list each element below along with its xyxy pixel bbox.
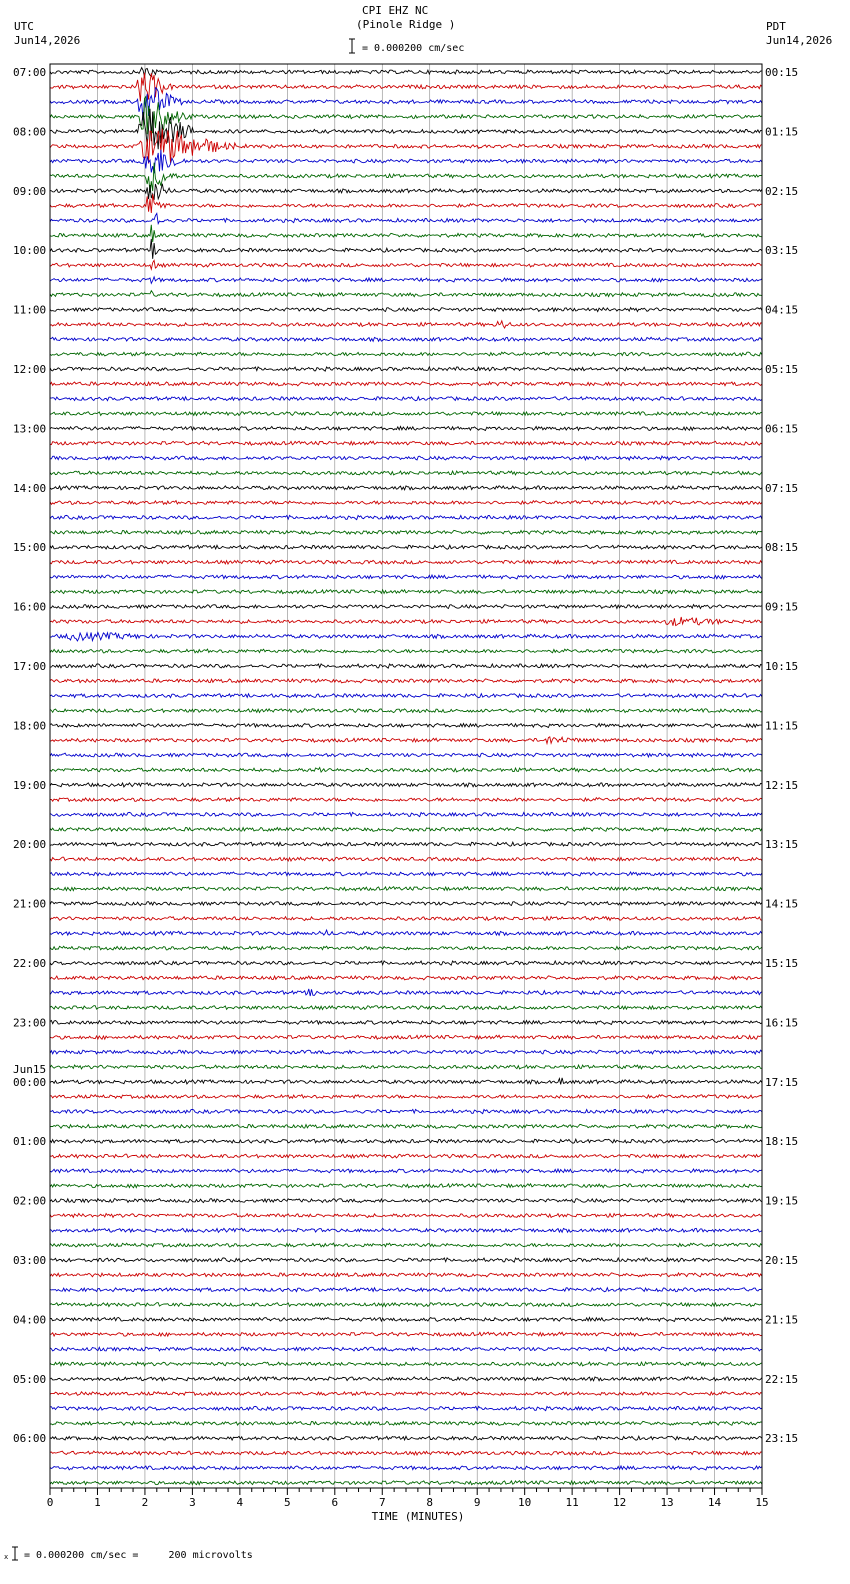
utc-hour-label: 12:00 bbox=[13, 363, 47, 376]
seismic-trace bbox=[50, 1318, 762, 1322]
seismic-trace bbox=[50, 412, 762, 416]
trace-group bbox=[50, 68, 762, 1485]
station-location: (Pinole Ridge ) bbox=[356, 18, 456, 31]
pdt-hour-label: 20:15 bbox=[765, 1254, 799, 1267]
x-tick-label: 7 bbox=[378, 1496, 386, 1509]
seismic-trace bbox=[50, 617, 762, 626]
date-change-label: Jun15 bbox=[13, 1062, 47, 1076]
footer-scale-icon bbox=[4, 1545, 20, 1561]
utc-hour-label: 22:00 bbox=[13, 957, 47, 970]
seismic-trace bbox=[50, 367, 762, 371]
x-tick-label: 3 bbox=[189, 1496, 196, 1509]
seismic-trace bbox=[50, 946, 762, 950]
seismic-trace bbox=[50, 1035, 762, 1039]
seismic-trace bbox=[50, 321, 762, 328]
pdt-hour-label: 06:15 bbox=[765, 422, 799, 436]
pdt-hour-label: 21:15 bbox=[765, 1313, 799, 1327]
seismic-trace bbox=[50, 184, 762, 200]
seismic-trace bbox=[50, 441, 762, 445]
pdt-hour-label: 17:15 bbox=[765, 1075, 799, 1089]
pdt-hour-label: 05:15 bbox=[765, 363, 799, 376]
seismic-trace bbox=[50, 291, 762, 297]
utc-hour-label: 06:00 bbox=[13, 1432, 47, 1446]
utc-hour-label: 00:00 bbox=[13, 1075, 47, 1089]
seismic-trace bbox=[50, 1332, 762, 1336]
seismic-trace bbox=[50, 664, 762, 668]
seismic-trace bbox=[50, 798, 762, 802]
footer-scale-text: = 0.000200 cm/sec = 200 microvolts bbox=[24, 1550, 253, 1561]
seismic-trace bbox=[50, 1406, 762, 1410]
seismic-trace bbox=[50, 768, 762, 773]
left-timezone: UTC bbox=[14, 20, 34, 33]
seismic-trace bbox=[50, 1377, 762, 1381]
x-tick-label: 0 bbox=[46, 1496, 54, 1509]
seismic-trace bbox=[50, 605, 762, 609]
seismic-trace bbox=[50, 753, 762, 757]
x-tick-label: 10 bbox=[518, 1496, 532, 1509]
seismic-trace bbox=[50, 397, 762, 401]
seismic-trace bbox=[50, 73, 762, 102]
pdt-hour-label: 13:15 bbox=[765, 838, 799, 852]
seismic-trace bbox=[50, 1050, 762, 1054]
seismic-trace bbox=[50, 260, 762, 269]
seismic-trace bbox=[50, 1481, 762, 1485]
seismic-trace bbox=[50, 545, 762, 549]
utc-hour-label: 05:00 bbox=[13, 1372, 47, 1386]
seismic-trace bbox=[50, 1154, 762, 1158]
seismic-trace bbox=[50, 1184, 762, 1188]
seismic-trace bbox=[50, 649, 762, 653]
seismic-trace bbox=[50, 812, 762, 816]
seismic-trace bbox=[50, 225, 762, 242]
seismic-trace bbox=[50, 961, 762, 965]
seismic-trace bbox=[50, 575, 762, 579]
x-tick-label: 4 bbox=[236, 1496, 244, 1509]
pdt-hour-label: 03:15 bbox=[765, 244, 799, 258]
utc-hour-label: 19:00 bbox=[13, 778, 47, 792]
pdt-hour-label: 01:15 bbox=[765, 125, 799, 139]
utc-hour-label: 21:00 bbox=[13, 897, 47, 911]
x-tick-label: 15 bbox=[755, 1496, 769, 1509]
seismic-trace bbox=[50, 679, 762, 683]
seismic-trace bbox=[50, 194, 762, 213]
seismic-trace bbox=[50, 1228, 762, 1232]
left-date: Jun14,2026 bbox=[14, 34, 81, 47]
x-tick-label: 5 bbox=[284, 1496, 291, 1509]
scale-text: = 0.000200 cm/sec bbox=[362, 43, 465, 54]
seismic-trace bbox=[50, 1078, 762, 1085]
seismic-trace bbox=[50, 471, 762, 475]
pdt-hour-label: 14:15 bbox=[765, 897, 799, 911]
seismic-trace bbox=[50, 887, 762, 891]
seismic-trace bbox=[50, 976, 762, 980]
pdt-hour-label: 07:15 bbox=[765, 481, 799, 495]
seismic-trace bbox=[50, 917, 762, 921]
utc-hour-label: 10:00 bbox=[13, 244, 47, 258]
seismic-trace bbox=[50, 1199, 762, 1203]
seismic-trace bbox=[50, 1243, 762, 1247]
seismic-trace bbox=[50, 1258, 762, 1262]
seismic-trace bbox=[50, 1421, 762, 1425]
seismic-trace bbox=[50, 1451, 762, 1455]
utc-hour-label: 11:00 bbox=[13, 303, 47, 317]
x-axis-label: TIME (MINUTES) bbox=[371, 1510, 465, 1523]
seismic-trace bbox=[50, 1065, 762, 1069]
seismic-trace bbox=[50, 1392, 762, 1396]
pdt-hour-label: 22:15 bbox=[765, 1372, 799, 1386]
seismic-trace bbox=[50, 1303, 762, 1307]
seismic-trace bbox=[50, 239, 762, 259]
seismic-trace bbox=[50, 694, 762, 698]
x-tick-label: 2 bbox=[141, 1496, 149, 1509]
utc-hour-label: 04:00 bbox=[13, 1313, 47, 1327]
utc-hour-label: 14:00 bbox=[13, 481, 47, 495]
seismic-trace bbox=[50, 486, 762, 490]
pdt-hour-label: 18:15 bbox=[765, 1135, 799, 1149]
plot-axes bbox=[13, 64, 798, 1509]
seismic-trace bbox=[50, 989, 762, 996]
seismic-trace bbox=[50, 337, 762, 341]
seismic-trace bbox=[50, 1006, 762, 1010]
seismic-trace bbox=[50, 1139, 762, 1143]
seismic-trace bbox=[50, 930, 762, 935]
utc-hour-label: 15:00 bbox=[13, 541, 47, 555]
seismic-trace bbox=[50, 1214, 762, 1218]
pdt-hour-label: 04:15 bbox=[765, 303, 799, 317]
seismic-trace bbox=[50, 783, 762, 787]
seismic-trace bbox=[50, 427, 762, 431]
utc-hour-label: 16:00 bbox=[13, 600, 47, 614]
seismic-trace bbox=[50, 1109, 762, 1113]
seismic-trace bbox=[50, 277, 762, 283]
svg-text:x: x bbox=[4, 1553, 9, 1561]
pdt-hour-label: 12:15 bbox=[765, 778, 799, 792]
seismic-trace bbox=[50, 1095, 762, 1099]
x-tick-label: 13 bbox=[660, 1496, 674, 1509]
utc-hour-label: 20:00 bbox=[13, 838, 47, 852]
seismic-trace bbox=[50, 560, 762, 564]
seismic-trace bbox=[50, 501, 762, 505]
pdt-hour-label: 16:15 bbox=[765, 1016, 799, 1030]
seismic-trace bbox=[50, 515, 762, 519]
x-tick-label: 1 bbox=[94, 1496, 101, 1509]
seismic-trace bbox=[50, 827, 762, 831]
seismic-trace bbox=[50, 724, 762, 728]
seismic-trace bbox=[50, 213, 762, 223]
seismic-trace bbox=[50, 530, 762, 534]
right-date: Jun14,2026 bbox=[766, 34, 833, 47]
seismic-trace bbox=[50, 709, 762, 713]
x-tick-label: 6 bbox=[331, 1496, 339, 1509]
seismic-trace bbox=[50, 1362, 762, 1366]
seismic-trace bbox=[50, 1347, 762, 1351]
utc-hour-label: 09:00 bbox=[13, 184, 47, 198]
seismic-trace bbox=[50, 352, 762, 356]
utc-hour-label: 08:00 bbox=[13, 125, 47, 139]
seismic-trace bbox=[50, 872, 762, 876]
seismic-trace bbox=[50, 1021, 762, 1025]
pdt-hour-label: 10:15 bbox=[765, 660, 799, 673]
x-tick-label: 9 bbox=[473, 1496, 481, 1509]
seismic-trace bbox=[50, 633, 762, 642]
utc-hour-label: 13:00 bbox=[13, 422, 47, 436]
pdt-hour-label: 09:15 bbox=[765, 600, 799, 614]
right-timezone: PDT bbox=[766, 20, 786, 33]
seismic-trace bbox=[50, 902, 762, 906]
seismic-trace bbox=[50, 456, 762, 460]
seismic-trace bbox=[50, 1288, 762, 1292]
utc-hour-label: 23:00 bbox=[13, 1016, 47, 1030]
seismic-trace bbox=[50, 737, 762, 744]
utc-hour-label: 07:00 bbox=[13, 66, 47, 79]
pdt-hour-label: 02:15 bbox=[765, 184, 799, 198]
x-tick-label: 14 bbox=[707, 1496, 722, 1509]
seismic-trace bbox=[50, 842, 762, 846]
seismic-trace bbox=[50, 1466, 762, 1470]
seismic-trace bbox=[50, 857, 762, 861]
seismic-trace bbox=[50, 1436, 762, 1440]
x-tick-label: 11 bbox=[565, 1496, 579, 1509]
x-tick-label: 8 bbox=[426, 1496, 434, 1509]
pdt-hour-label: 15:15 bbox=[765, 957, 799, 970]
pdt-hour-label: 19:15 bbox=[765, 1194, 799, 1208]
utc-hour-label: 01:00 bbox=[13, 1135, 47, 1149]
utc-hour-label: 18:00 bbox=[13, 719, 47, 733]
seismic-trace bbox=[50, 1273, 762, 1277]
x-tick-label: 12 bbox=[612, 1496, 627, 1509]
seismic-trace bbox=[50, 150, 762, 174]
station-title: CPI EHZ NC bbox=[362, 4, 429, 17]
seismic-trace bbox=[50, 382, 762, 386]
pdt-hour-label: 23:15 bbox=[765, 1432, 799, 1446]
seismic-trace bbox=[50, 1124, 762, 1128]
pdt-hour-label: 08:15 bbox=[765, 541, 799, 555]
utc-hour-label: 03:00 bbox=[13, 1254, 47, 1267]
utc-hour-label: 02:00 bbox=[13, 1194, 47, 1208]
pdt-hour-label: 11:15 bbox=[765, 719, 799, 733]
seismic-trace bbox=[50, 308, 762, 312]
seismic-trace bbox=[50, 68, 762, 77]
utc-hour-label: 17:00 bbox=[13, 660, 47, 673]
seismic-trace bbox=[50, 590, 762, 594]
seismic-trace bbox=[50, 1169, 762, 1173]
pdt-hour-label: 00:15 bbox=[765, 66, 799, 79]
